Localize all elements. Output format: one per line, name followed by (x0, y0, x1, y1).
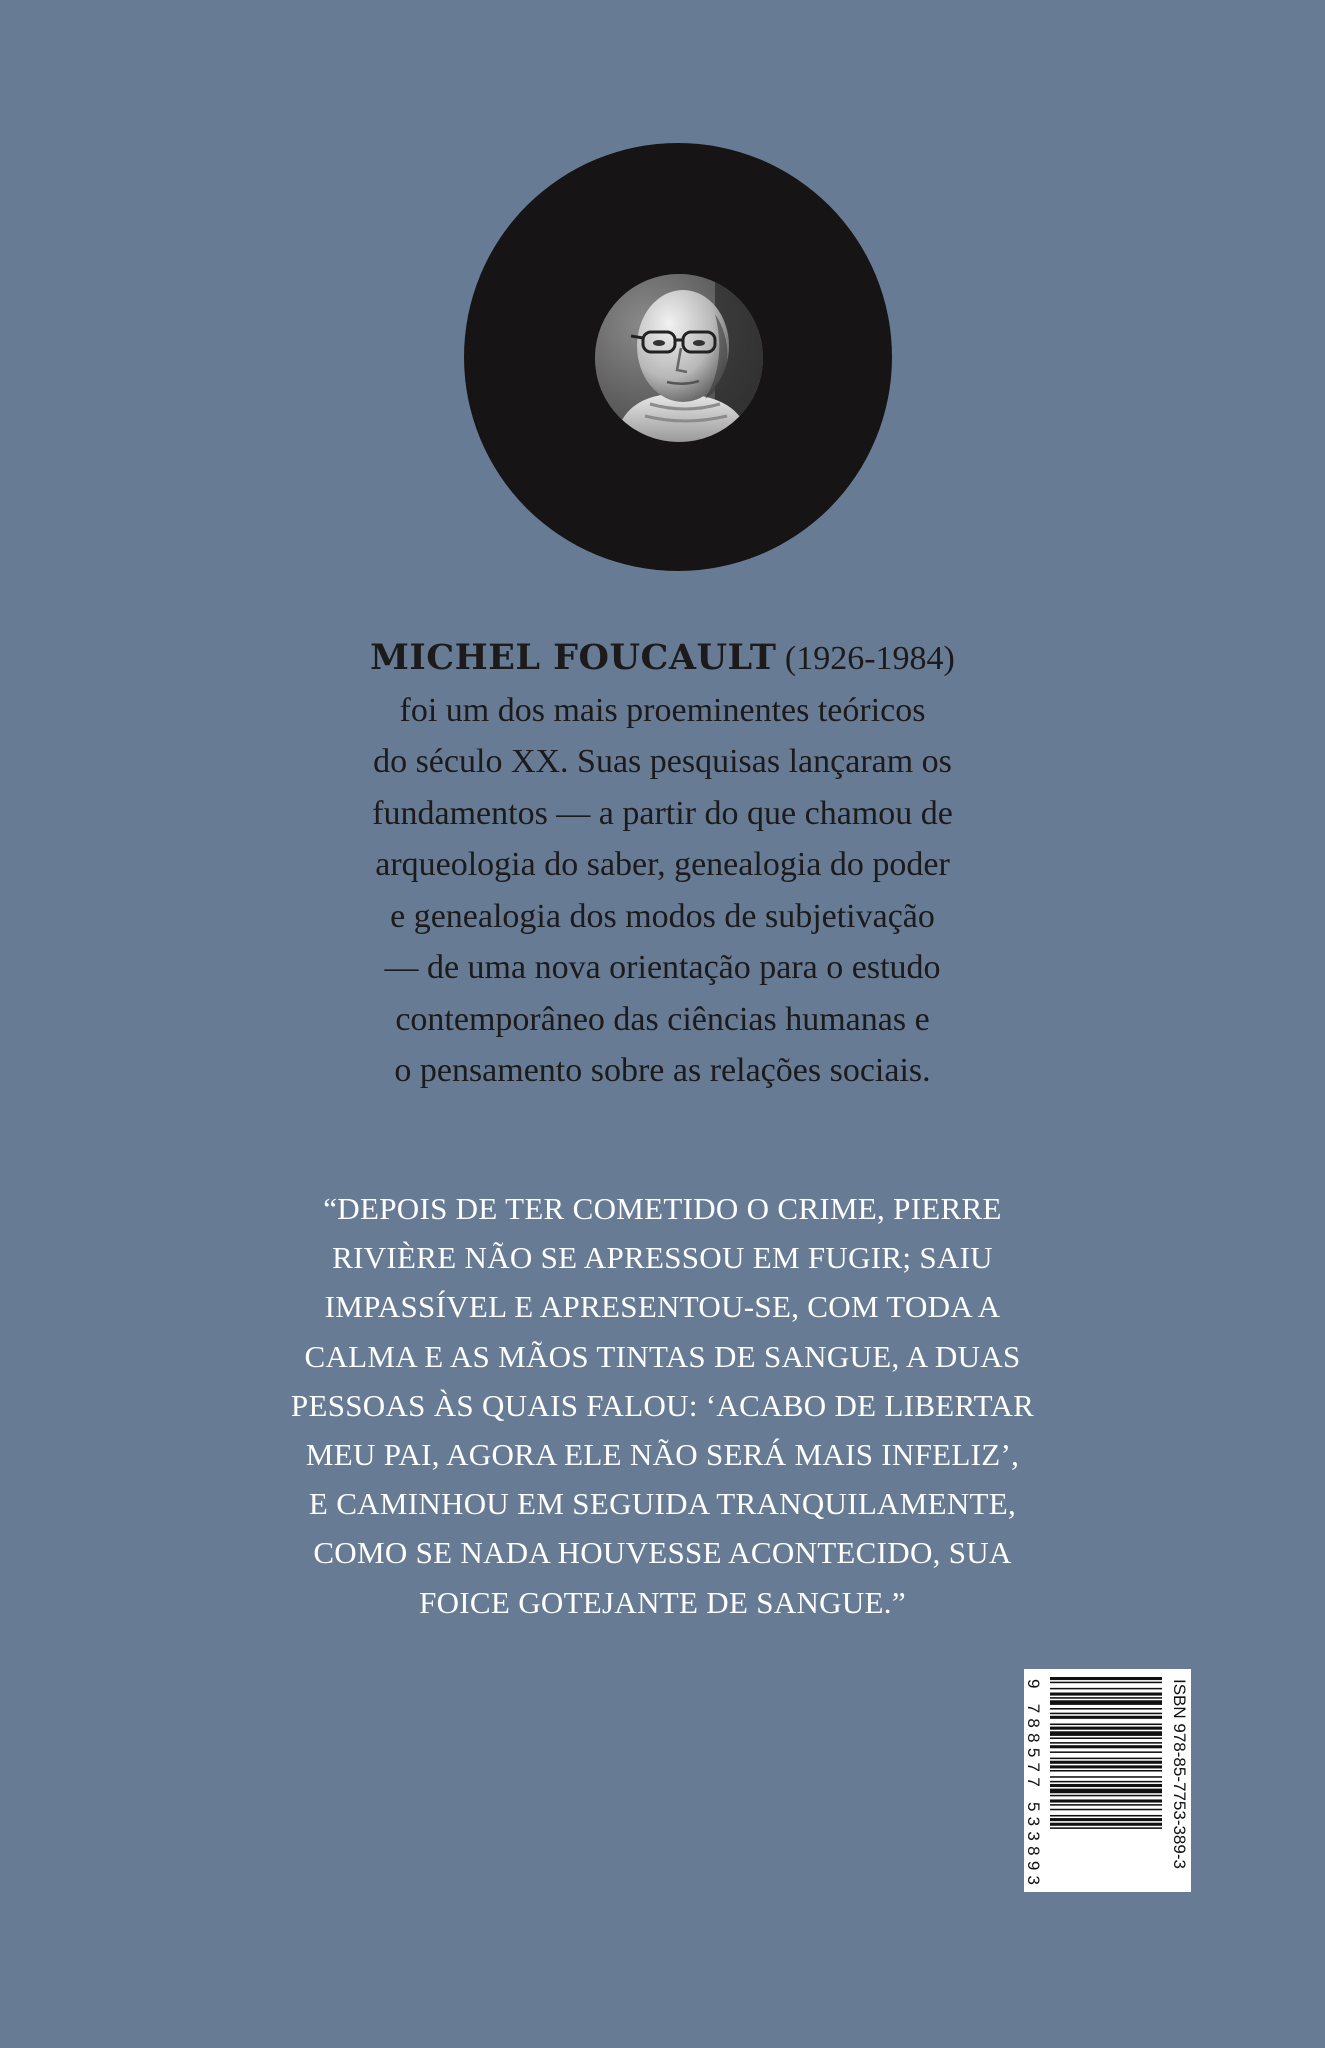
barcode-bar (1050, 1742, 1162, 1744)
barcode-bar (1050, 1737, 1162, 1739)
quote-line: CALMA E AS MÃOS TINTAS DE SANGUE, A DUAS (304, 1338, 1021, 1374)
bio-line: e genealogia dos modos de subjetivação (390, 897, 935, 935)
quote-line: COMO SE NADA HOUVESSE ACONTECIDO, SUA (313, 1535, 1012, 1571)
barcode-bar (1050, 1758, 1162, 1760)
barcode-bar (1050, 1809, 1162, 1811)
author-name: MICHEL FOUCAULT (370, 637, 777, 678)
quote-line: E CAMINHOU EM SEGUIDA TRANQUILAMENTE, (308, 1486, 1017, 1522)
barcode-bar (1050, 1776, 1162, 1778)
barcode-bar (1050, 1795, 1162, 1797)
barcode-bar (1050, 1761, 1162, 1764)
quote-line: PESSOAS ÀS QUAIS FALOU: ‘ACABO DE LIBERTAR (290, 1387, 1035, 1423)
bio-line: arqueologia do saber, genealogia do poder (375, 846, 950, 883)
portrait-disc (464, 143, 892, 571)
author-dates: (1926-1984) (784, 640, 955, 677)
barcode-bar (1050, 1682, 1162, 1684)
bio-line: foi um dos mais proeminentes teóricos (399, 691, 926, 729)
isbn-label: ISBN 978-85-7753-389-3 (1170, 1679, 1189, 1869)
quote-line: MEU PAI, AGORA ELE NÃO SERÁ MAIS INFELIZ’, (305, 1437, 1020, 1473)
barcode-bar (1050, 1688, 1162, 1690)
bio-line: fundamentos — a partir do que chamou de (372, 794, 953, 832)
bio-line: do século XX. Suas pesquisas lançaram os (373, 743, 952, 780)
quote-line: “DEPOIS DE TER COMETIDO O CRIME, PIERRE (323, 1191, 1002, 1226)
bio-line: — de uma nova orientação para o estudo (384, 949, 941, 986)
barcode-bar (1050, 1823, 1162, 1826)
barcode-bar (1050, 1799, 1162, 1802)
author-portrait-photo (595, 274, 763, 442)
barcode-bar (1050, 1731, 1162, 1736)
barcode-bar (1050, 1765, 1162, 1768)
barcode-bar (1050, 1677, 1162, 1680)
barcode-bar (1050, 1745, 1162, 1748)
quote-line: IMPASSÍVEL E APRESENTOU-SE, COM TODA A (324, 1289, 1001, 1325)
book-excerpt-quote (270, 1184, 1055, 1627)
barcode-bar (1050, 1789, 1162, 1794)
barcode-bar (1050, 1713, 1162, 1715)
barcode-bar (1050, 1693, 1162, 1696)
barcode-bar (1050, 1724, 1162, 1726)
bio-line: o pensamento sobre as relações sociais. (394, 1052, 931, 1089)
ean-digits: 9 788577 533893 (1024, 1679, 1043, 1885)
barcode-bar (1050, 1727, 1162, 1730)
barcode-bar (1050, 1815, 1162, 1817)
barcode-bar (1050, 1818, 1162, 1821)
barcode-bar (1050, 1827, 1162, 1829)
barcode-bar (1050, 1716, 1162, 1719)
author-bio (290, 632, 1035, 1097)
barcode-bar (1050, 1804, 1162, 1806)
bio-line: contemporâneo das ciências humanas e (395, 1000, 930, 1038)
barcode-bar (1050, 1784, 1162, 1787)
barcode-bar (1050, 1700, 1162, 1705)
barcode-bars (1050, 1677, 1162, 1829)
barcode-bar (1050, 1781, 1162, 1783)
isbn-barcode (1024, 1669, 1191, 1892)
barcode-bar (1050, 1770, 1162, 1772)
barcode-bar (1050, 1697, 1162, 1699)
barcode-bar (1050, 1708, 1162, 1710)
bio-heading-line (290, 632, 1035, 685)
barcode-bar (1050, 1751, 1162, 1753)
quote-line: RIVIÈRE NÃO SE APRESSOU EM FUGIR; SAIU (332, 1240, 993, 1276)
quote-line: FOICE GOTEJANTE DE SANGUE.” (419, 1584, 906, 1620)
